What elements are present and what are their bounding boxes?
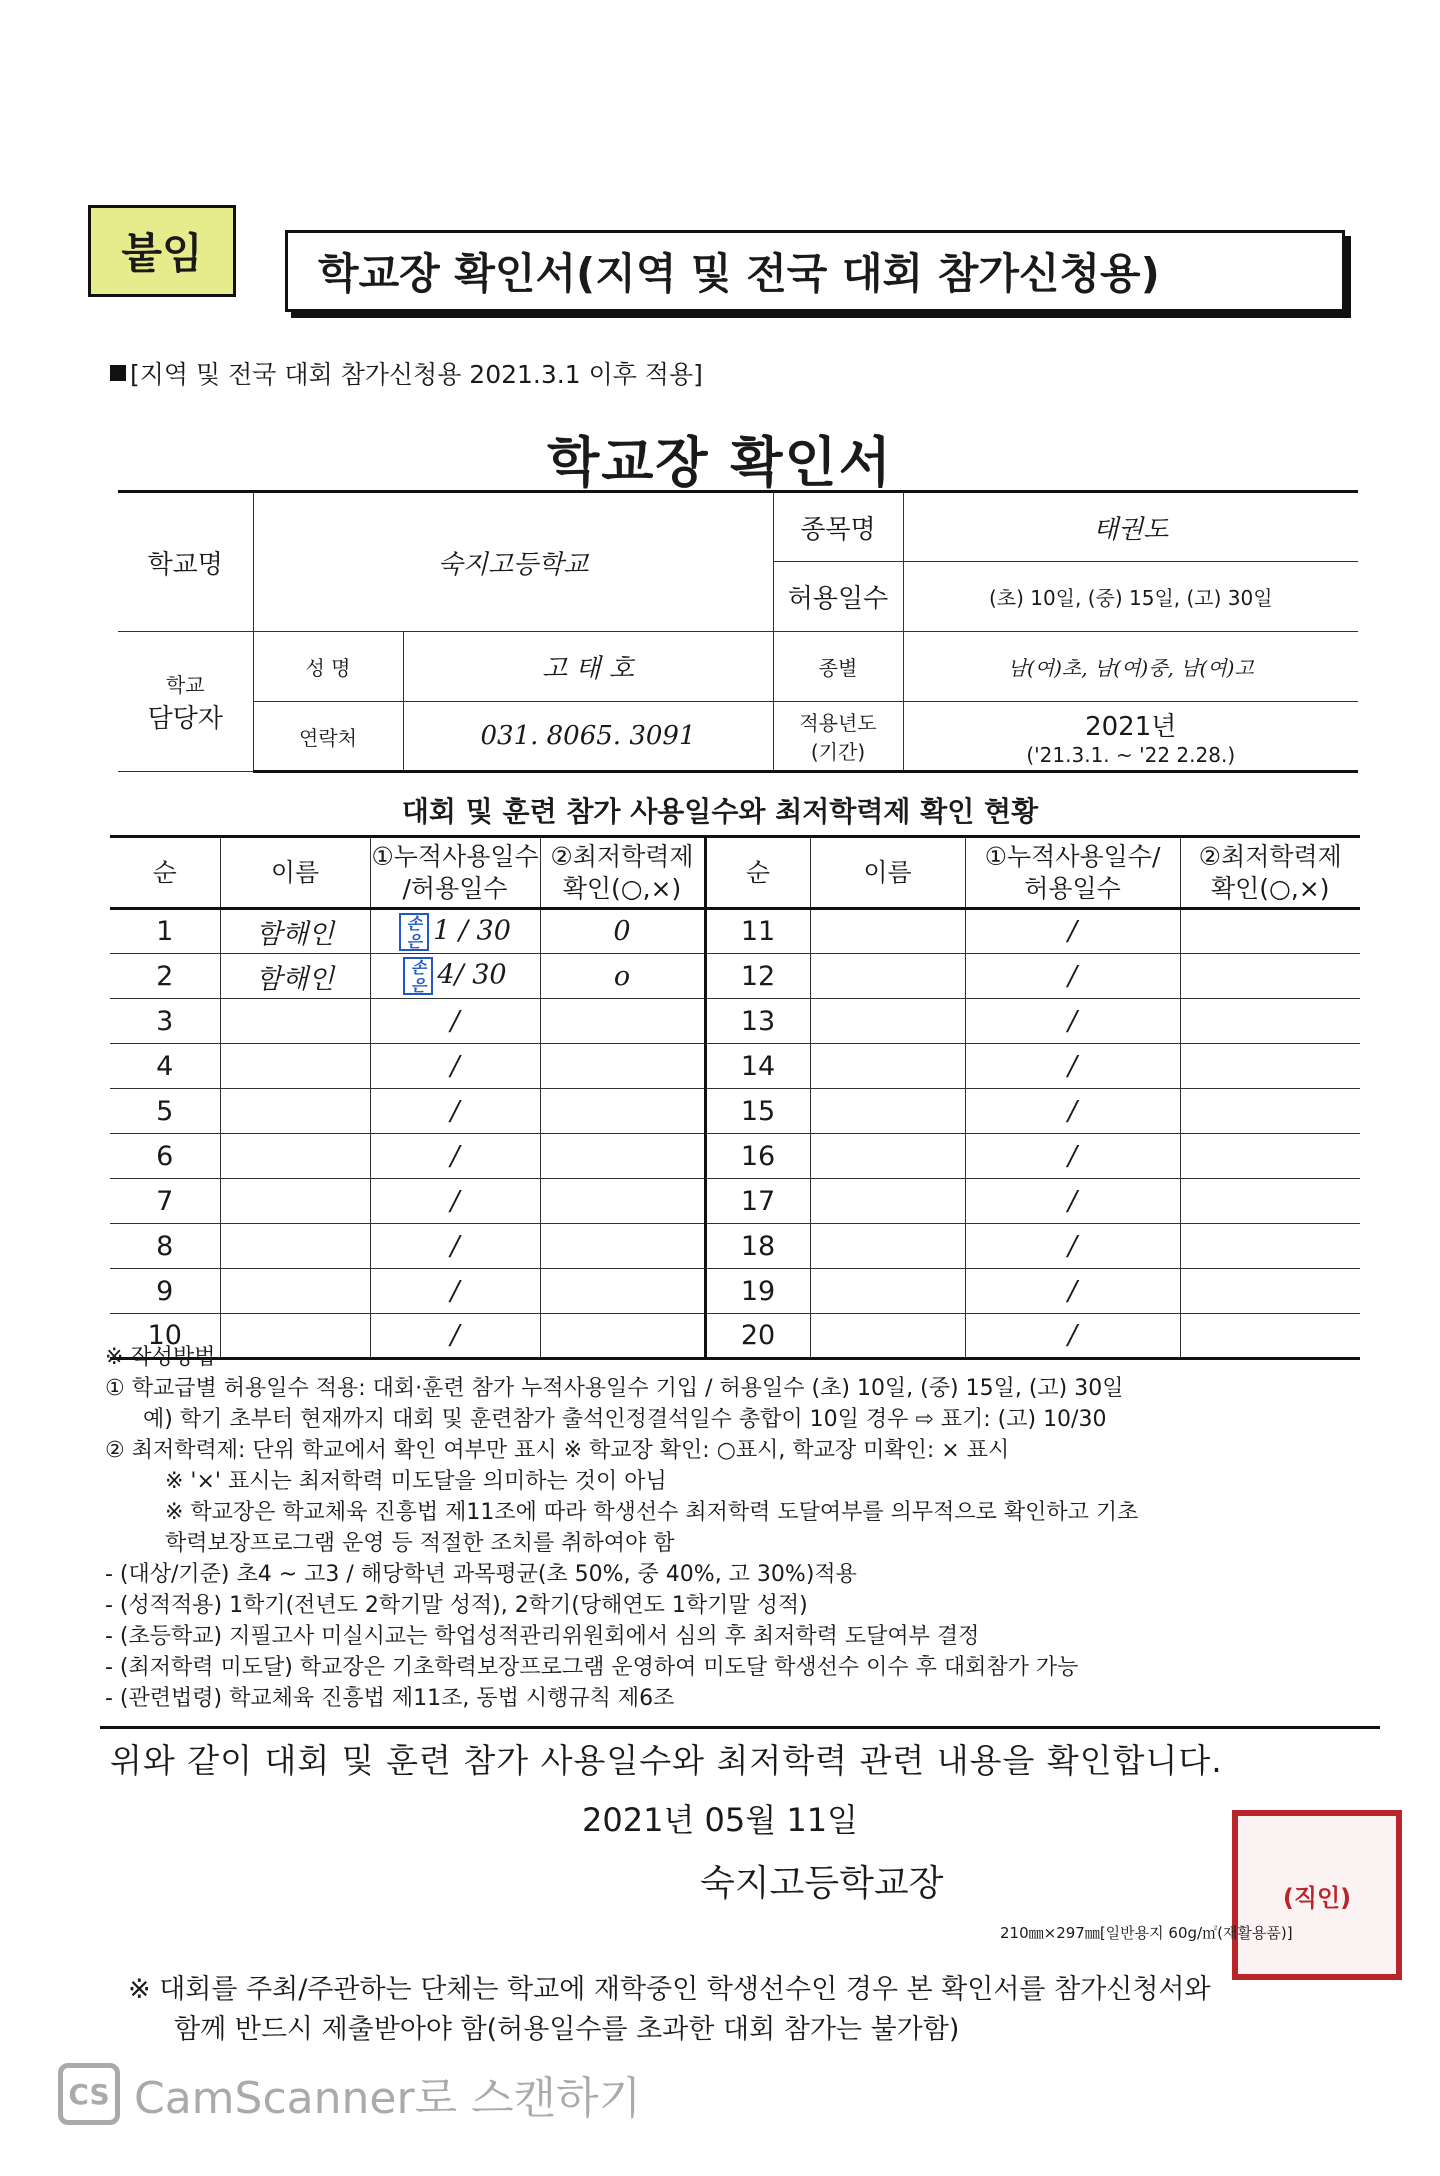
header-days: [370, 837, 540, 909]
header-min-right-1: ②최저학력제: [1198, 841, 1342, 871]
paper-size-note: 210㎜×297㎜[일반용지 60g/㎡(재활용품)]: [1000, 1924, 1293, 1942]
header-no-right: 순: [705, 837, 810, 909]
table-row: [110, 999, 1360, 1044]
row-days: /: [370, 1044, 540, 1089]
row-name-right: [810, 999, 965, 1044]
row-check-right: [1180, 1269, 1360, 1314]
row-no: 3: [110, 999, 220, 1044]
row-no-right: 16: [705, 1134, 810, 1179]
row-days-right: /: [965, 1089, 1180, 1134]
row-days-right: /: [965, 999, 1180, 1044]
header-min-right-2: 확인(○,×): [1210, 873, 1330, 903]
row-check: [540, 1089, 705, 1134]
row-name: [220, 1269, 370, 1314]
header-min-2: 확인(○,×): [562, 873, 682, 903]
row-check: o: [540, 954, 705, 999]
row-check-right: [1180, 1224, 1360, 1269]
official-seal-icon: [1232, 1810, 1402, 1980]
row-check: [540, 999, 705, 1044]
row-days: /: [370, 1179, 540, 1224]
row-name: [220, 1044, 370, 1089]
row-name: [220, 999, 370, 1044]
row-name: [220, 1179, 370, 1224]
year-label-2: (기간): [810, 740, 866, 764]
header-name-right: 이름: [810, 837, 965, 909]
header-name: 이름: [220, 837, 370, 909]
notes-heading: ※ 작성방법: [105, 1345, 216, 1370]
document-date: 2021년 05월 11일: [582, 1801, 858, 1839]
row-name-right: [810, 909, 965, 954]
row-check: 0: [540, 909, 705, 954]
teacher-stamp-icon: 손은: [399, 913, 429, 951]
writing-instructions: [105, 1342, 1385, 1714]
row-check: [540, 1269, 705, 1314]
row-no-right: 17: [705, 1179, 810, 1224]
row-days: /: [370, 1269, 540, 1314]
detail-5: - (관련법령) 학교체육 진흥법 제11조, 동법 시행규칙 제6조: [105, 1686, 675, 1711]
row-no-right: 19: [705, 1269, 810, 1314]
apply-note-text: [지역 및 전국 대회 참가신청용 2021.3.1 이후 적용]: [130, 360, 703, 389]
student-usage-table: [110, 835, 1360, 1360]
row-check: [540, 1044, 705, 1089]
row-check: [540, 1134, 705, 1179]
row-no-right: 13: [705, 999, 810, 1044]
manager-label-1: 학교: [165, 672, 205, 697]
row-check-right: [1180, 1044, 1360, 1089]
camscanner-watermark: [58, 2062, 641, 2126]
school-label: 학교명: [118, 492, 253, 632]
table-row: [110, 954, 1360, 999]
table-row: [110, 1179, 1360, 1224]
row-days: /: [370, 1224, 540, 1269]
row-days-right: /: [965, 1134, 1180, 1179]
row-no: 9: [110, 1269, 220, 1314]
row-days-right: /: [965, 1044, 1180, 1089]
row-days-right: /: [965, 954, 1180, 999]
row-no: 7: [110, 1179, 220, 1224]
row-no: 4: [110, 1044, 220, 1089]
row-no-right: 18: [705, 1224, 810, 1269]
row-no: 5: [110, 1089, 220, 1134]
allowed-days-label: 허용일수: [773, 562, 903, 632]
row-no: 10: [110, 1314, 220, 1359]
header-days-right-1: ①누적사용일수/: [984, 841, 1161, 871]
row-days: [370, 909, 540, 954]
footer-note-line-2: 함께 반드시 제출받아야 함(허용일수를 초과한 대회 참가는 불가함): [174, 2014, 960, 2045]
note-2: ② 최저학력제: 단위 학교에서 확인 여부만 표시 ※ 학교장 확인: ○표시, 학교장 미확인: × 표시: [105, 1438, 1010, 1463]
row-name: [220, 1224, 370, 1269]
year-value: 2021년: [1085, 711, 1177, 742]
header-min-1: ②최저학력제: [550, 841, 694, 871]
category-value: 남(여)초, 남(여)중, 남(여)고: [903, 632, 1358, 702]
header-days-1: ①누적사용일수: [371, 841, 539, 871]
document-header-title: 학교장 확인서(지역 및 전국 대회 참가신청용): [285, 230, 1345, 312]
contact-label: 연락처: [253, 702, 403, 772]
attachment-label: 붙임: [88, 205, 236, 297]
row-days-right: /: [965, 1314, 1180, 1359]
note-3-cont: 학력보장프로그램 운영 등 적절한 조치를 취하여야 함: [165, 1531, 675, 1556]
row-no-right: 15: [705, 1089, 810, 1134]
row-days-right: /: [965, 1269, 1180, 1314]
note-1: ① 학교급별 허용일수 적용: 대회·훈련 참가 누적사용일수 기입 / 허용일수 (초) 10일, (중) 15일, (고) 30일: [105, 1376, 1124, 1401]
divider: [100, 1726, 1380, 1729]
row-no: 8: [110, 1224, 220, 1269]
manager-label: [118, 632, 253, 772]
sport-label: 종목명: [773, 492, 903, 562]
note-3: ※ 학교장은 학교체육 진흥법 제11조에 따라 학생선수 최저학력 도달여부를 의무적으로 확인하고 기초: [165, 1500, 1139, 1525]
row-no: 2: [110, 954, 220, 999]
detail-1: - (대상/기준) 초4 ~ 고3 / 해당학년 과목평균(초 50%, 중 40%, 고 30%)적용: [105, 1562, 857, 1587]
note-2-sub: ※ '×' 표시는 최저학력 미도달을 의미하는 것이 아님: [165, 1469, 667, 1494]
contact-value: 031. 8065. 3091: [403, 702, 773, 772]
table-row: [110, 1044, 1360, 1089]
row-no-right: 14: [705, 1044, 810, 1089]
row-check-right: [1180, 954, 1360, 999]
row-no-right: 12: [705, 954, 810, 999]
table-row: [110, 1269, 1360, 1314]
row-name-right: [810, 1044, 965, 1089]
header-days-2: /허용일수: [402, 873, 508, 903]
watermark-text: CamScanner로 스캔하기: [134, 2073, 642, 2124]
row-check-right: [1180, 1134, 1360, 1179]
row-days-right: /: [965, 1224, 1180, 1269]
row-days-value: 4/ 30: [437, 959, 507, 991]
row-name-right: [810, 1089, 965, 1134]
row-name-right: [810, 1269, 965, 1314]
row-name: [220, 1134, 370, 1179]
header-no: 순: [110, 837, 220, 909]
row-name-right: [810, 1224, 965, 1269]
square-bullet-icon: [110, 365, 126, 381]
row-days-right: /: [965, 1179, 1180, 1224]
row-name: 함해인: [220, 909, 370, 954]
row-days: /: [370, 1134, 540, 1179]
name-label: 성 명: [253, 632, 403, 702]
principal-signature: 숙지고등학교장: [700, 1863, 944, 1904]
row-name: 함해인: [220, 954, 370, 999]
seal-text: (직인): [1282, 1883, 1352, 1912]
school-info-table: [118, 490, 1358, 773]
detail-2: - (성적적용) 1학기(전년도 2학기말 성적), 2학기(당해연도 1학기말 성적): [105, 1593, 808, 1618]
period-value: ('21.3.1. ~ '22 2.28.): [1026, 742, 1236, 767]
detail-4: - (최저학력 미도달) 학교장은 기초학력보장프로그램 운영하여 미도달 학생선수 이수 후 대회참가 가능: [105, 1655, 1079, 1680]
name-value: 고 태 호: [403, 632, 773, 702]
row-days: /: [370, 1089, 540, 1134]
row-check: [540, 1179, 705, 1224]
row-days: /: [370, 1314, 540, 1359]
table-row: [110, 1224, 1360, 1269]
sport-value: 태권도: [903, 492, 1358, 562]
camscanner-logo-icon: CS: [58, 2063, 120, 2125]
category-label: 종별: [773, 632, 903, 702]
note-1-example: 예) 학기 초부터 현재까지 대회 및 훈련참가 출석인정결석일수 총합이 10일 경우 ⇨ 표기: (고) 10/30: [143, 1407, 1107, 1432]
row-name-right: [810, 954, 965, 999]
row-name-right: [810, 1179, 965, 1224]
apply-note: [110, 355, 703, 391]
header-min-right: [1180, 837, 1360, 909]
row-check-right: [1180, 999, 1360, 1044]
header-days-right-2: 허용일수: [1024, 873, 1121, 903]
detail-3: - (초등학교) 지필고사 미실시교는 학업성적관리위원회에서 심의 후 최저학력 도달여부 결정: [105, 1624, 980, 1649]
row-check-right: [1180, 909, 1360, 954]
year-value-cell: [903, 702, 1358, 772]
row-name: [220, 1089, 370, 1134]
row-no-right: 11: [705, 909, 810, 954]
row-no-right: 20: [705, 1314, 810, 1359]
row-no: 1: [110, 909, 220, 954]
row-days: [370, 954, 540, 999]
footer-note-line-1: ※ 대회를 주최/주관하는 단체는 학교에 재학중인 학생선수인 경우 본 확인서를 참가신청서와: [128, 1974, 1211, 2005]
section-title: 대회 및 훈련 참가 사용일수와 최저학력제 확인 현황: [401, 795, 1039, 828]
page-title: 학교장 확인서: [547, 431, 893, 494]
allowed-days-value: (초) 10일, (중) 15일, (고) 30일: [903, 562, 1358, 632]
year-label-1: 적용년도: [799, 711, 877, 735]
row-check: [540, 1224, 705, 1269]
year-label: [773, 702, 903, 772]
row-days: /: [370, 999, 540, 1044]
table-row: [110, 909, 1360, 954]
manager-label-2: 담당자: [147, 703, 223, 734]
school-value: 숙지고등학교: [253, 492, 773, 632]
row-check-right: [1180, 1179, 1360, 1224]
header-min: [540, 837, 705, 909]
teacher-stamp-icon: 손은: [403, 957, 433, 995]
table-row: [110, 1089, 1360, 1134]
table-row: [110, 1134, 1360, 1179]
row-name-right: [810, 1134, 965, 1179]
row-days-value: 1 / 30: [433, 915, 511, 946]
header-days-right: [965, 837, 1180, 909]
row-days-right: /: [965, 909, 1180, 954]
footer-note: [128, 1970, 1211, 2050]
row-no: 6: [110, 1134, 220, 1179]
row-check-right: [1180, 1089, 1360, 1134]
confirm-statement: 위와 같이 대회 및 훈련 참가 사용일수와 최저학력 관련 내용을 확인합니다.: [110, 1741, 1223, 1780]
